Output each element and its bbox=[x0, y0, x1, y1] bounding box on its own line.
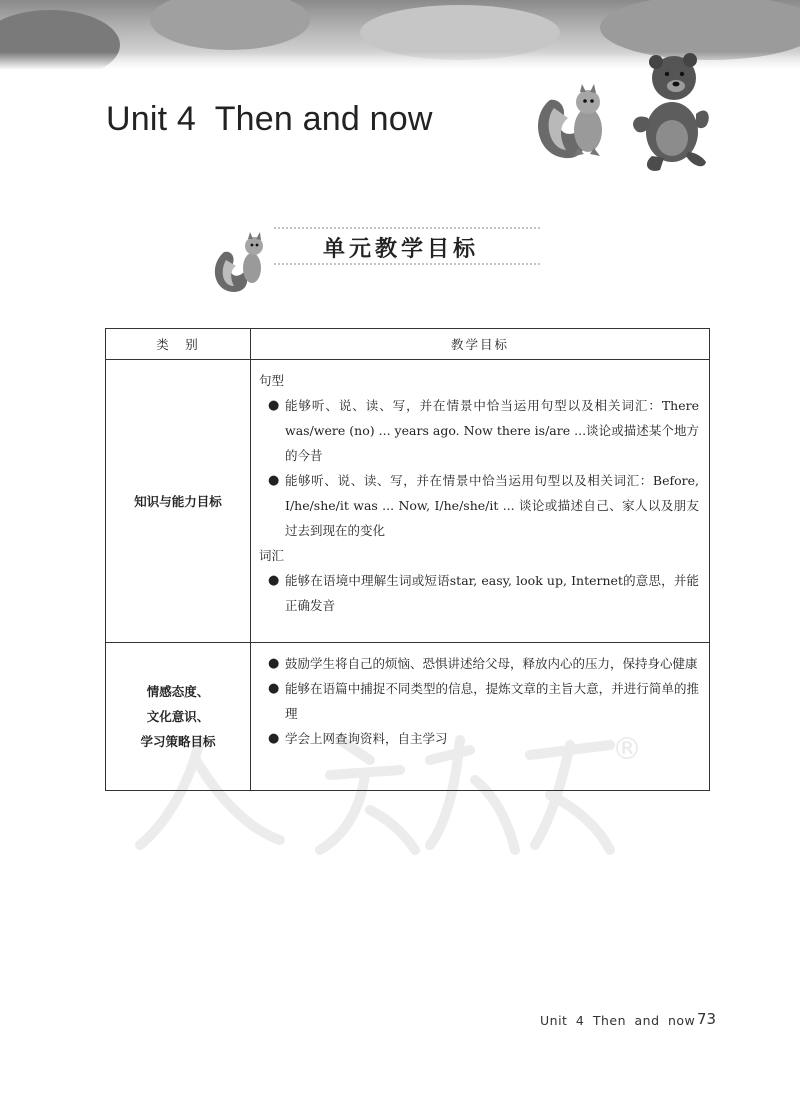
unit-title: Unit 4 Then and now bbox=[106, 100, 433, 138]
list-item: ● 能够在语境中理解生词或短语star, easy, look up, Internet的意思，并能正确发音 bbox=[259, 568, 699, 618]
bear-icon bbox=[633, 53, 709, 171]
column-header-category: 类 别 bbox=[106, 329, 251, 360]
table-row bbox=[106, 360, 710, 643]
objectives-table bbox=[105, 328, 710, 791]
goal-cell bbox=[251, 360, 710, 643]
registered-mark: ® bbox=[612, 732, 642, 767]
category-line: 学习策略目标 bbox=[140, 734, 216, 749]
group-label: 句型 bbox=[259, 373, 285, 388]
group-label: 词汇 bbox=[259, 548, 285, 563]
category-cell bbox=[106, 643, 251, 791]
category-cell: 知识与能力目标 bbox=[106, 360, 251, 643]
category-line: 文化意识、 bbox=[146, 709, 210, 724]
list-item: ● 能够在语篇中捕捉不同类型的信息，提炼文章的主旨大意，并进行简单的推理 bbox=[259, 676, 699, 726]
page-number: 73 bbox=[697, 1010, 717, 1028]
goal-cell bbox=[251, 643, 710, 791]
list-item: ● 能够听、说、读、写，并在情景中恰当运用句型以及相关词汇：There was/were (no) ... years ago. Now there is/are ...谈论或描述某个地方的今昔 bbox=[259, 393, 699, 468]
list-item: ● 能够听、说、读、写，并在情景中恰当运用句型以及相关词汇：Before, I/he/she/it was ... Now, I/he/she/it ... 谈论或描述自己、家人以及朋友过去到现在的变化 bbox=[259, 468, 699, 543]
mascot-illustration bbox=[530, 40, 710, 180]
column-header-goals: 教学目标 bbox=[251, 329, 710, 360]
table-header-row bbox=[106, 329, 710, 360]
list-item: ● 学会上网查询资料，自主学习 bbox=[259, 726, 699, 751]
category-line: 情感态度、 bbox=[146, 684, 210, 699]
page-footer bbox=[0, 1009, 800, 1033]
list-item: ● 鼓励学生将自己的烦恼、恐惧讲述给父母，释放内心的压力，保持身心健康 bbox=[259, 651, 699, 676]
squirrel-icon bbox=[215, 232, 263, 292]
squirrel-icon bbox=[538, 84, 602, 158]
section-title: 单元教学目标 bbox=[323, 237, 480, 262]
running-title: Unit 4 Then and now bbox=[540, 1013, 696, 1028]
table-row bbox=[106, 643, 710, 791]
